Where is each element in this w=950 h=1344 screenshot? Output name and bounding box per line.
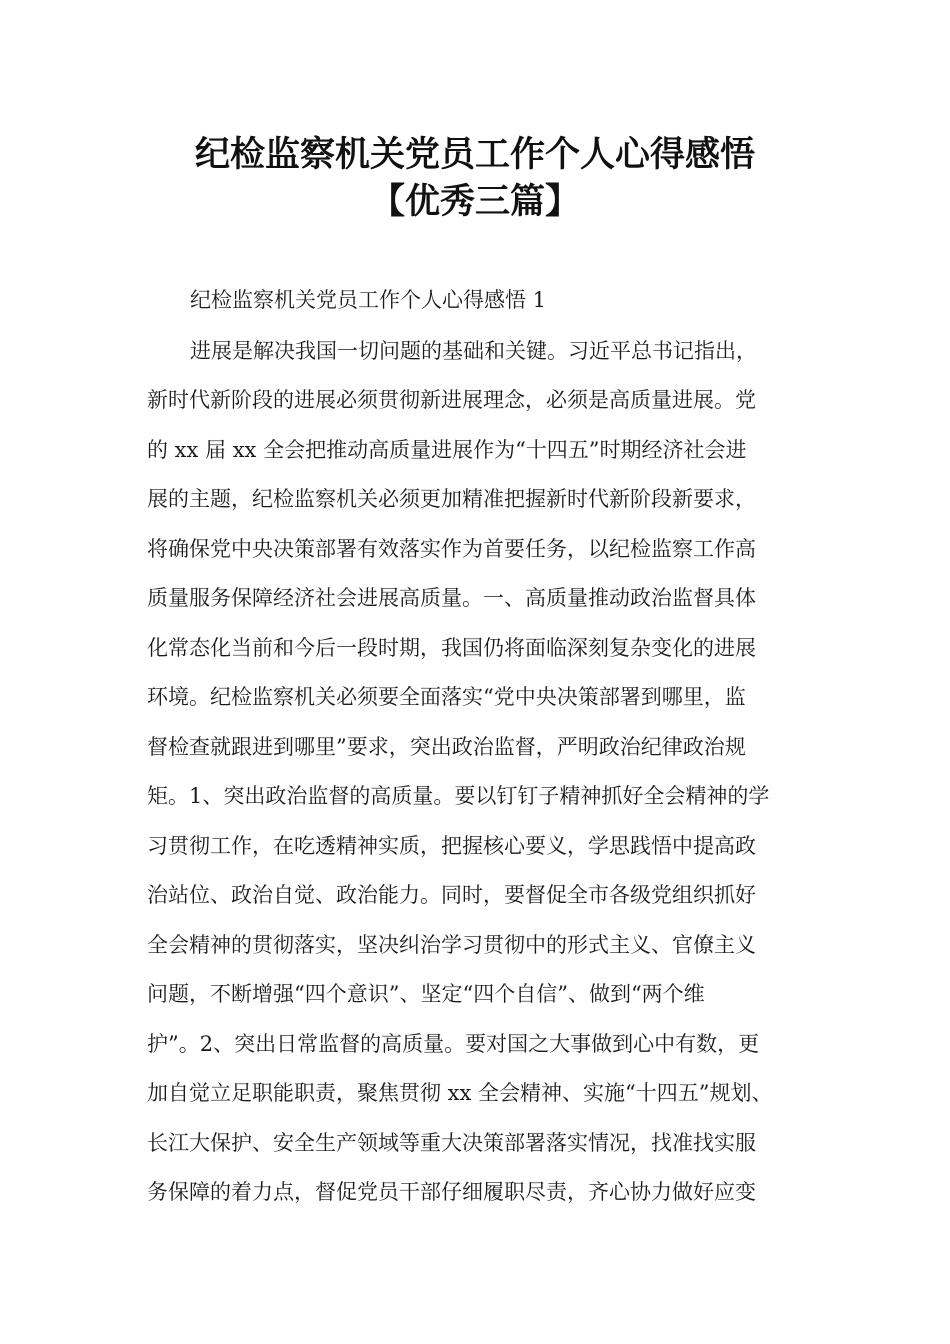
paragraph-line: 的 xx 届 xx 全会把推动高质量进展作为“十四五”时期经济社会进 [147,438,747,462]
document-title: 纪检监察机关党员工作个人心得感悟 [194,135,755,175]
paragraph-line: 加自觉立足职能职责，聚焦贯彻 xx 全会精神、实施“十四五”规划、 [147,1081,773,1105]
paragraph-line: 护”。2、突出日常监督的高质量。要对国之大事做到心中有数，更 [147,1032,760,1056]
paragraph-line: 长江大保护、安全生产领域等重大决策部署落实情况，找准找实服 [147,1131,756,1155]
paragraph-line: 新时代新阶段的进展必须贯彻新进展理念，必须是高质量进展。党 [147,388,756,412]
paragraph-line: 务保障的着力点，督促党员干部仔细履职尽责，齐心协力做好应变 [147,1180,756,1204]
paragraph-line: 化常态化当前和今后一段时期，我国仍将面临深刻复杂变化的进展 [147,636,756,660]
paragraph-line: 督检查就跟进到哪里”要求，突出政治监督，严明政治纪律政治规 [147,735,746,759]
paragraph-line: 将确保党中央决策部署有效落实作为首要任务，以纪检监察工作高 [147,537,756,561]
paragraph-line: 全会精神的贯彻落实，坚决纠治学习贯彻中的形式主义、官僚主义 [147,933,756,957]
paragraph-line: 治站位、政治自觉、政治能力。同时，要督促全市各级党组织抓好 [147,883,756,907]
paragraph-line: 矩。1、突出政治监督的高质量。要以钉钉子精神抓好全会精神的学 [147,784,770,808]
document-title-subtitle: 【优秀三篇】 [369,182,580,222]
paragraph-line: 质量服务保障经济社会进展高质量。一、高质量推动政治监督具体 [147,586,756,610]
paragraph-line: 展的主题，纪检监察机关必须更加精准把握新时代新阶段新要求， [147,487,756,511]
paragraph-line: 问题，不断增强“四个意识”、坚定“四个自信”、做到“两个维 [147,982,705,1006]
paragraph-line: 进展是解决我国一切问题的基础和关键。习近平总书记指出， [190,339,757,363]
paragraph-line: 习贯彻工作，在吃透精神实质，把握核心要义，学思践悟中提高政 [147,834,756,858]
section-heading: 纪检监察机关党员工作个人心得感悟 1 [190,288,547,312]
paragraph-line: 环境。纪检监察机关必须要全面落实“党中央决策部署到哪里，监 [147,685,746,709]
